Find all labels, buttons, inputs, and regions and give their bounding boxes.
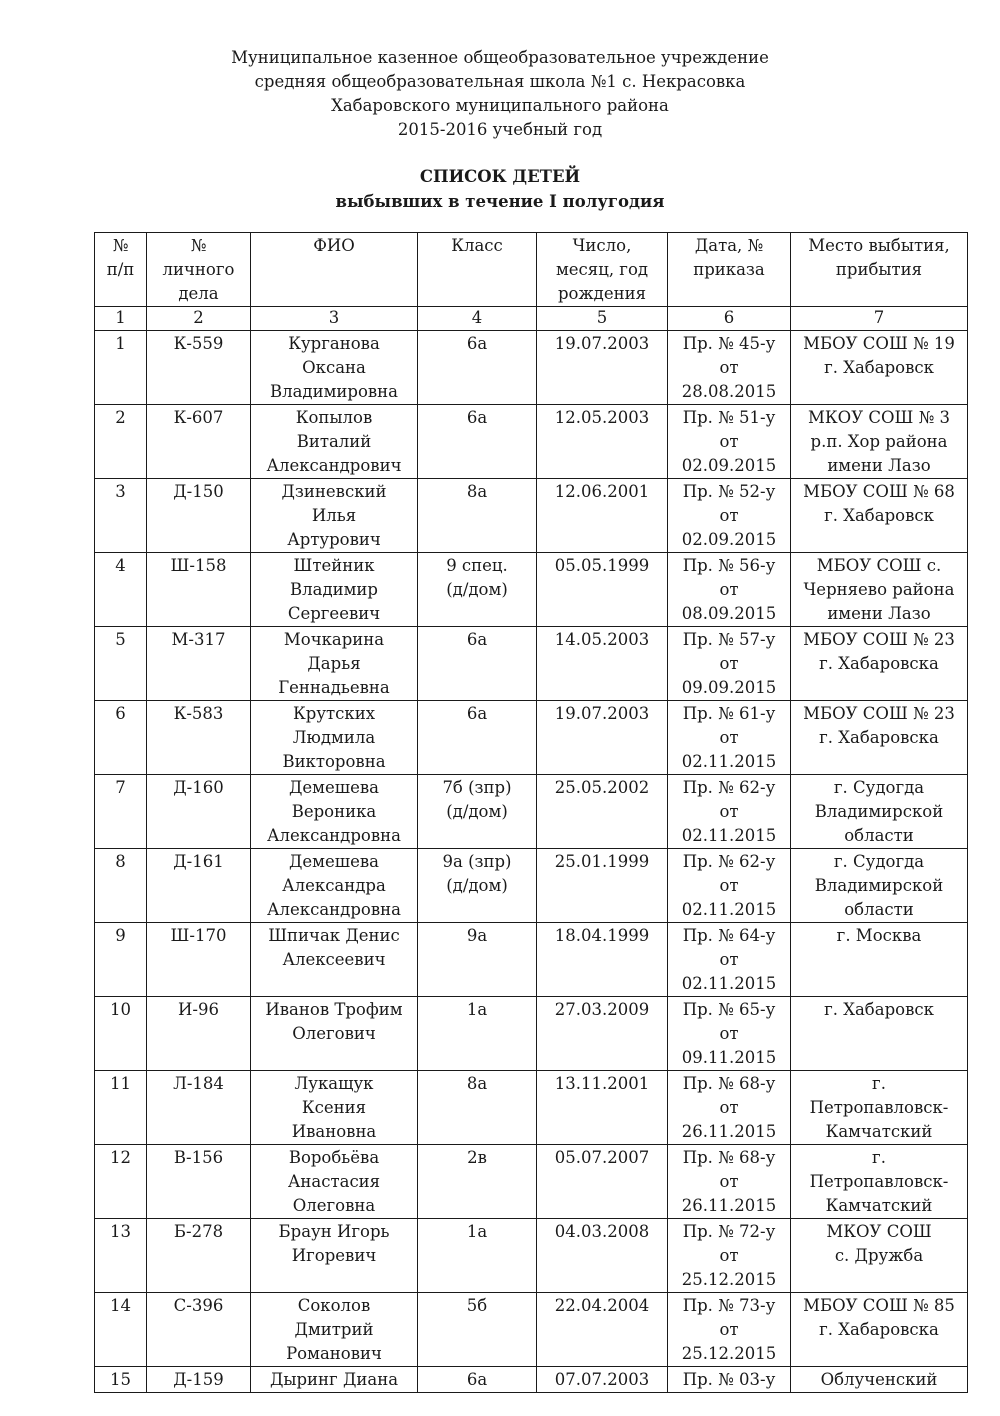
table-row [95, 1293, 968, 1367]
header-line: средняя общеобразовательная школа №1 с. Некрасовка [254, 72, 746, 91]
table-body [95, 307, 968, 1393]
header-row [95, 233, 968, 307]
class-cell: 5б [418, 1293, 537, 1367]
order-cell: Пр. № 72-у от 25.12.2015 [668, 1219, 791, 1293]
birth-date-cell: 04.03.2008 [537, 1219, 668, 1293]
destination-cell: МКОУ СОШ № 3 р.п. Хор района имени Лазо [791, 405, 968, 479]
column-number: 6 [668, 307, 791, 331]
class-cell: 6а [418, 1367, 537, 1393]
birth-date-cell: 12.05.2003 [537, 405, 668, 479]
full-name-cell: Шпичак Денис Алексеевич [251, 923, 418, 997]
title-line: СПИСОК ДЕТЕЙ [419, 167, 581, 186]
class-cell: 9а [418, 923, 537, 997]
column-header: Число, месяц, год рождения [537, 233, 668, 307]
case-number-cell: Д-161 [147, 849, 251, 923]
birth-date-cell: 05.07.2007 [537, 1145, 668, 1219]
full-name-cell: Воробьёва Анастасия Олеговна [251, 1145, 418, 1219]
order-cell: Пр. № 62-у от 02.11.2015 [668, 775, 791, 849]
full-name-cell: Браун Игорь Игоревич [251, 1219, 418, 1293]
full-name-cell: Дыринг Диана [251, 1367, 418, 1393]
full-name-cell: Копылов Виталий Александрович [251, 405, 418, 479]
class-cell: 6а [418, 405, 537, 479]
order-cell: Пр. № 03-у [668, 1367, 791, 1393]
case-number-cell: В-156 [147, 1145, 251, 1219]
table-row [95, 553, 968, 627]
case-number-cell: Д-150 [147, 479, 251, 553]
case-number-cell: Ш-158 [147, 553, 251, 627]
table-row [95, 923, 968, 997]
order-cell: Пр. № 62-у от 02.11.2015 [668, 849, 791, 923]
table-row [95, 997, 968, 1071]
order-cell: Пр. № 68-у от 26.11.2015 [668, 1145, 791, 1219]
row-number-cell: 3 [95, 479, 147, 553]
table-row [95, 1071, 968, 1145]
full-name-cell: Мочкарина Дарья Геннадьевна [251, 627, 418, 701]
column-number: 2 [147, 307, 251, 331]
birth-date-cell: 07.07.2003 [537, 1367, 668, 1393]
case-number-cell: М-317 [147, 627, 251, 701]
row-number-cell: 9 [95, 923, 147, 997]
order-cell: Пр. № 45-у от 28.08.2015 [668, 331, 791, 405]
column-header: Место выбытия, прибытия [791, 233, 968, 307]
destination-cell: г. Хабаровск [791, 997, 968, 1071]
column-header: ФИО [251, 233, 418, 307]
full-name-cell: Крутских Людмила Викторовна [251, 701, 418, 775]
order-cell: Пр. № 73-у от 25.12.2015 [668, 1293, 791, 1367]
class-cell: 6а [418, 627, 537, 701]
case-number-cell: К-583 [147, 701, 251, 775]
class-cell: 6а [418, 701, 537, 775]
column-number: 1 [95, 307, 147, 331]
destination-cell: г. Москва [791, 923, 968, 997]
table-row [95, 479, 968, 553]
full-name-cell: Демешева Вероника Александровна [251, 775, 418, 849]
case-number-cell: К-607 [147, 405, 251, 479]
class-cell: 9 спец. (д/дом) [418, 553, 537, 627]
destination-cell: МБОУ СОШ № 85 г. Хабаровска [791, 1293, 968, 1367]
row-number-cell: 15 [95, 1367, 147, 1393]
birth-date-cell: 25.01.1999 [537, 849, 668, 923]
destination-cell: МБОУ СОШ № 23 г. Хабаровска [791, 701, 968, 775]
birth-date-cell: 13.11.2001 [537, 1071, 668, 1145]
case-number-cell: Л-184 [147, 1071, 251, 1145]
column-number: 4 [418, 307, 537, 331]
class-cell: 1а [418, 1219, 537, 1293]
case-number-cell: Д-160 [147, 775, 251, 849]
table-row [95, 1367, 968, 1393]
order-cell: Пр. № 61-у от 02.11.2015 [668, 701, 791, 775]
row-number-cell: 8 [95, 849, 147, 923]
case-number-cell: Д-159 [147, 1367, 251, 1393]
header-line: Хабаровского муниципального района [331, 96, 669, 115]
birth-date-cell: 18.04.1999 [537, 923, 668, 997]
class-cell: 7б (зпр) (д/дом) [418, 775, 537, 849]
row-number-cell: 14 [95, 1293, 147, 1367]
destination-cell: МБОУ СОШ № 68 г. Хабаровск [791, 479, 968, 553]
header-line: Муниципальное казенное общеобразовательное учреждение [231, 48, 769, 67]
case-number-cell: Б-278 [147, 1219, 251, 1293]
subtitle-line: выбывших в течение I полугодия [335, 192, 665, 211]
full-name-cell: Демешева Александра Александровна [251, 849, 418, 923]
row-number-cell: 1 [95, 331, 147, 405]
column-number-row [95, 307, 968, 331]
column-header: № п/п [95, 233, 147, 307]
column-header: Класс [418, 233, 537, 307]
destination-cell: МБОУ СОШ № 19 г. Хабаровск [791, 331, 968, 405]
table-row [95, 405, 968, 479]
destination-cell: г. Петропавловск- Камчатский [791, 1145, 968, 1219]
destination-cell: МКОУ СОШ с. Дружба [791, 1219, 968, 1293]
full-name-cell: Иванов Трофим Олегович [251, 997, 418, 1071]
order-cell: Пр. № 65-у от 09.11.2015 [668, 997, 791, 1071]
column-number: 5 [537, 307, 668, 331]
row-number-cell: 2 [95, 405, 147, 479]
table-row [95, 1219, 968, 1293]
full-name-cell: Дзиневский Илья Артурович [251, 479, 418, 553]
document-title [0, 164, 1000, 214]
case-number-cell: С-396 [147, 1293, 251, 1367]
table-row [95, 701, 968, 775]
class-cell: 9а (зпр) (д/дом) [418, 849, 537, 923]
class-cell: 6а [418, 331, 537, 405]
birth-date-cell: 25.05.2002 [537, 775, 668, 849]
case-number-cell: К-559 [147, 331, 251, 405]
birth-date-cell: 14.05.2003 [537, 627, 668, 701]
column-header: № личного дела [147, 233, 251, 307]
full-name-cell: Лукащук Ксения Ивановна [251, 1071, 418, 1145]
table-row [95, 627, 968, 701]
full-name-cell: Штейник Владимир Сергеевич [251, 553, 418, 627]
destination-cell: г. Судогда Владимирской области [791, 775, 968, 849]
order-cell: Пр. № 57-у от 09.09.2015 [668, 627, 791, 701]
full-name-cell: Курганова Оксана Владимировна [251, 331, 418, 405]
institution-header [0, 46, 1000, 142]
birth-date-cell: 19.07.2003 [537, 331, 668, 405]
birth-date-cell: 22.04.2004 [537, 1293, 668, 1367]
birth-date-cell: 19.07.2003 [537, 701, 668, 775]
class-cell: 2в [418, 1145, 537, 1219]
table-row [95, 775, 968, 849]
case-number-cell: Ш-170 [147, 923, 251, 997]
order-cell: Пр. № 51-у от 02.09.2015 [668, 405, 791, 479]
table-row [95, 1145, 968, 1219]
birth-date-cell: 12.06.2001 [537, 479, 668, 553]
destination-cell: МБОУ СОШ № 23 г. Хабаровска [791, 627, 968, 701]
order-cell: Пр. № 64-у от 02.11.2015 [668, 923, 791, 997]
column-header: Дата, № приказа [668, 233, 791, 307]
row-number-cell: 11 [95, 1071, 147, 1145]
column-number: 7 [791, 307, 968, 331]
birth-date-cell: 27.03.2009 [537, 997, 668, 1071]
class-cell: 8а [418, 1071, 537, 1145]
table-row [95, 849, 968, 923]
row-number-cell: 5 [95, 627, 147, 701]
order-cell: Пр. № 68-у от 26.11.2015 [668, 1071, 791, 1145]
row-number-cell: 12 [95, 1145, 147, 1219]
row-number-cell: 4 [95, 553, 147, 627]
full-name-cell: Соколов Дмитрий Романович [251, 1293, 418, 1367]
row-number-cell: 10 [95, 997, 147, 1071]
order-cell: Пр. № 52-у от 02.09.2015 [668, 479, 791, 553]
birth-date-cell: 05.05.1999 [537, 553, 668, 627]
row-number-cell: 13 [95, 1219, 147, 1293]
class-cell: 1а [418, 997, 537, 1071]
case-number-cell: И-96 [147, 997, 251, 1071]
destination-cell: Облученский [791, 1367, 968, 1393]
order-cell: Пр. № 56-у от 08.09.2015 [668, 553, 791, 627]
row-number-cell: 6 [95, 701, 147, 775]
destination-cell: МБОУ СОШ с. Черняево района имени Лазо [791, 553, 968, 627]
destination-cell: г. Петропавловск- Камчатский [791, 1071, 968, 1145]
header-line: 2015-2016 учебный год [397, 120, 603, 139]
row-number-cell: 7 [95, 775, 147, 849]
destination-cell: г. Судогда Владимирской области [791, 849, 968, 923]
column-number: 3 [251, 307, 418, 331]
table-row [95, 331, 968, 405]
children-list-table [94, 232, 968, 1393]
class-cell: 8а [418, 479, 537, 553]
